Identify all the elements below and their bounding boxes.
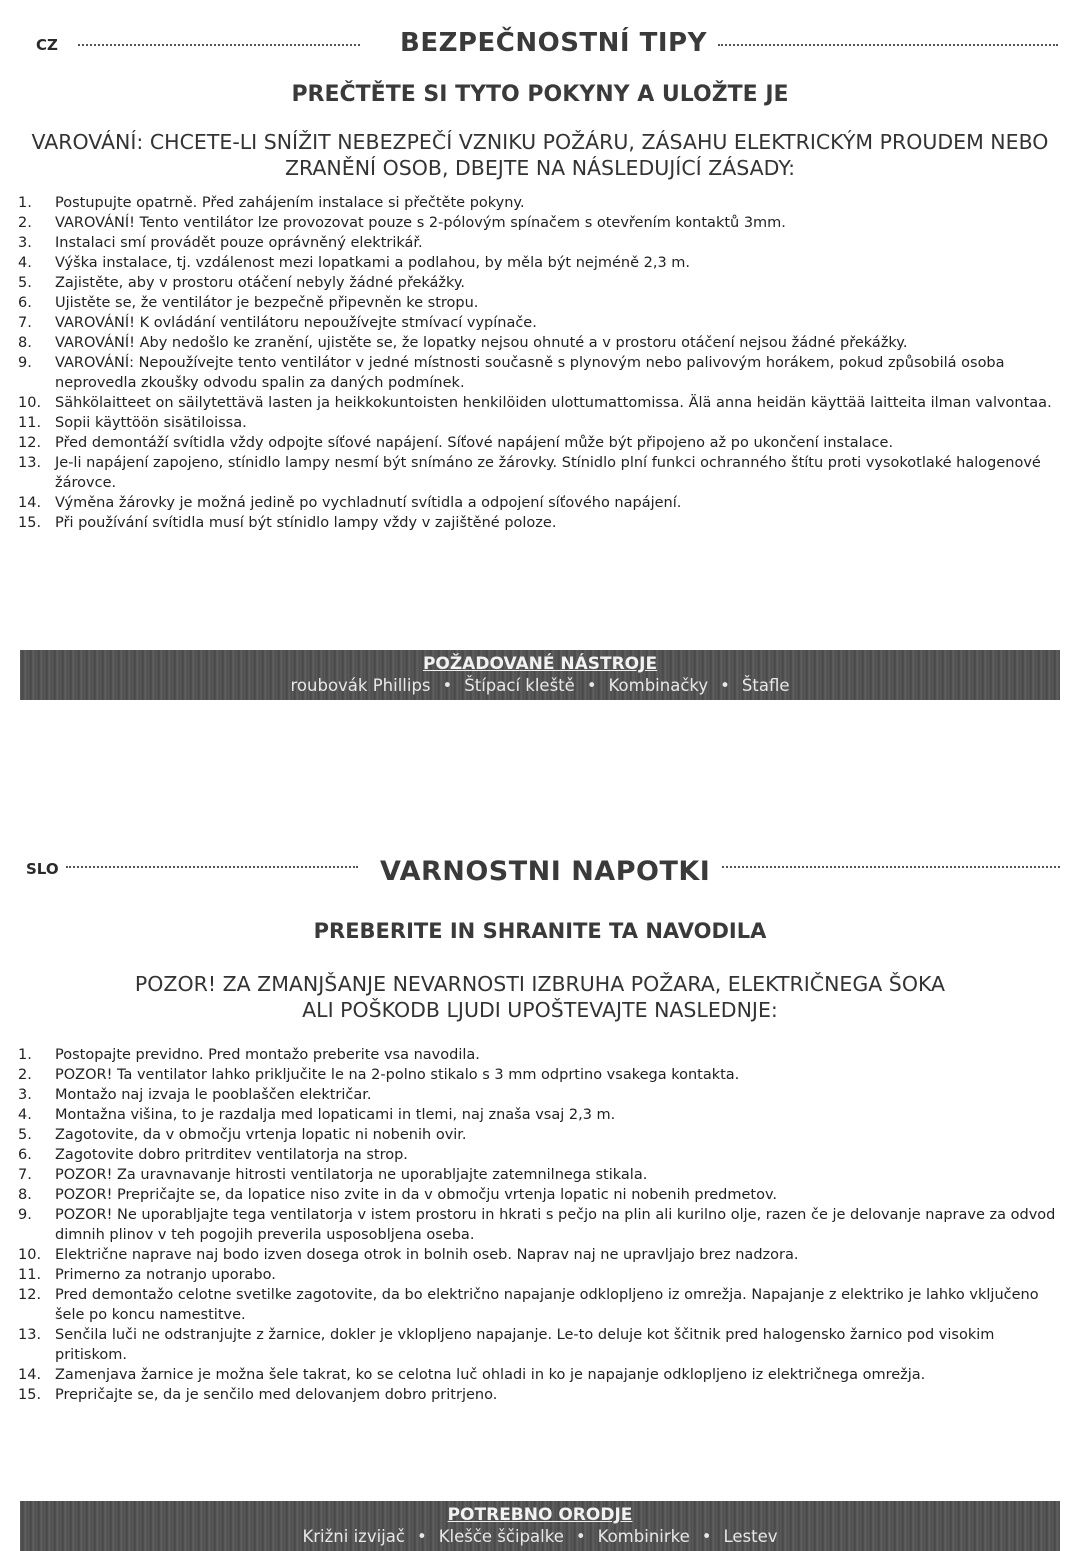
cz-required-tools-banner <box>20 650 1060 700</box>
cz-header <box>0 28 1080 68</box>
warning-line: POZOR! ZA ZMANJŠANJE NEVARNOSTI IZBRUHA POŽARA, ELEKTRIČNEGA ŠOKA <box>134 972 946 996</box>
list-item: 1. Postupujte opatrně. Před zahájením instalace si přečtěte pokyny. <box>18 195 525 211</box>
divider-dots <box>78 44 360 46</box>
cz-subtitle: PREČTĚTE SI TYTO POKYNY A ULOŽTE JE <box>291 82 789 107</box>
divider-dots <box>718 44 1058 46</box>
list-item: 11. Sopii käyttöön sisätiloissa. <box>18 415 247 431</box>
list-item: 8. POZOR! Prepričajte se, da lopatice niso zvite in da v območju vrtenja lopatic ni nobenih predmetov. <box>18 1187 778 1203</box>
tool-item: Lestev <box>723 1527 778 1546</box>
divider-dots <box>722 866 1060 868</box>
list-item: 12. Před demontáží svítidla vždy odpojte síťové napájení. Síťové napájení může být připojeno až po ukončení instalace. <box>18 435 894 451</box>
list-item: 15. Prepričajte se, da je senčilo med delovanjem dobro pritrjeno. <box>18 1387 498 1403</box>
bullet-separator: • <box>442 676 453 695</box>
tool-item: Kombinačky <box>608 676 709 695</box>
slo-header <box>0 852 1080 892</box>
bullet-separator: • <box>586 676 597 695</box>
tool-item: Štafle <box>741 676 790 695</box>
list-item: 13. Senčila luči ne odstranjujte z žarnice, dokler je vklopljeno napajanje. Le-to deluje kot ščitnik pred halogensko žarnico pod visokim pritiskom. <box>18 1327 995 1363</box>
list-item: 3. Instalaci smí provádět pouze oprávněný elektrikář. <box>18 235 423 251</box>
bullet-separator: • <box>416 1527 427 1546</box>
tool-item: roubovák Phillips <box>290 676 431 695</box>
bullet-separator: • <box>575 1527 586 1546</box>
list-item: 4. Montažna višina, to je razdalja med lopaticami in tlemi, naj znaša vsaj 2,3 m. <box>18 1107 616 1123</box>
slo-safety-list <box>0 1045 1060 1405</box>
list-item: 8. VAROVÁNÍ! Aby nedošlo ke zranění, ujistěte se, že lopatky nejsou ohnuté a v prostoru otáčení nejsou žádné překážky. <box>18 335 908 351</box>
list-item: 2. POZOR! Ta ventilator lahko priključite le na 2-polno stikalo s 3 mm odprtino vsakega kontakta. <box>18 1067 740 1083</box>
cz-section <box>0 28 1080 68</box>
list-item: 7. VAROVÁNÍ! K ovládání ventilátoru nepoužívejte stmívací vypínače. <box>18 315 537 331</box>
tools-title: POŽADOVANÉ NÁSTROJE <box>422 654 658 674</box>
list-item: 13. Je-li napájení zapojeno, stínidlo lampy nesmí být snímáno ze žárovky. Stínidlo plní funkci ochranného štítu proti vysokotlaké halogenové žárovce. <box>18 455 1041 491</box>
list-item: 6. Ujistěte se, že ventilátor je bezpečně připevněn ke stropu. <box>18 295 479 311</box>
warning-line: VAROVÁNÍ: CHCETE-LI SNÍŽIT NEBEZPEČÍ VZNIKU POŽÁRU, ZÁSAHU ELEKTRICKÝM PROUDEM NEBO <box>31 130 1049 154</box>
bullet-separator: • <box>720 676 730 695</box>
tools-list <box>20 1527 1060 1546</box>
slo-warning <box>0 972 1080 1023</box>
list-item: 14. Výměna žárovky je možná jedině po vychladnutí svítidla a odpojení síťového napájení. <box>18 495 682 511</box>
list-item: 5. Zajistěte, aby v prostoru otáčení nebyly žádné překážky. <box>18 275 466 291</box>
language-code: CZ <box>36 36 58 54</box>
cz-safety-list <box>0 193 1060 533</box>
list-item: 5. Zagotovite, da v območju vrtenja lopatic ni nobenih ovir. <box>18 1127 467 1143</box>
list-item: 6. Zagotovite dobro pritrditev ventilatorja na strop. <box>18 1147 408 1163</box>
tools-list <box>20 676 1060 695</box>
list-item: 10. Sähkölaitteet on säilytettävä lasten ja heikkokuntoisten henkilöiden ulottumattomissa. Älä anna heidän käyttää laitteita ilman valvontaa. <box>18 395 1052 411</box>
list-item: 9. VAROVÁNÍ: Nepoužívejte tento ventilátor v jedné místnosti současně s plynovým nebo palivovým horákem, pokud způsobilá osoba neprovedla zkoušky odvodu spalin za daných podmínek. <box>18 355 1005 391</box>
tools-title: POTREBNO ORODJE <box>447 1505 633 1525</box>
list-item: 4. Výška instalace, tj. vzdálenost mezi lopatkami a podlahou, by měla být nejméně 2,3 m. <box>18 255 691 271</box>
slo-required-tools-banner <box>20 1501 1060 1551</box>
list-item: 3. Montažo naj izvaja le pooblaščen električar. <box>18 1087 372 1103</box>
language-code: SLO <box>26 860 59 878</box>
list-item: 15. Při používání svítidla musí být stínidlo lampy vždy v zajištěné poloze. <box>18 515 557 531</box>
tool-item: Križni izvijač <box>302 1527 405 1546</box>
bullet-separator: • <box>701 1527 712 1546</box>
list-item: 10. Električne naprave naj bodo izven dosega otrok in bolnih oseb. Naprav naj ne upravljajo brez nadzora. <box>18 1247 799 1263</box>
list-item: 1. Postopajte previdno. Pred montažo preberite vsa navodila. <box>18 1047 480 1063</box>
slo-section <box>0 852 1080 892</box>
page-title: BEZPEČNOSTNÍ TIPY <box>400 28 707 58</box>
list-item: 12. Pred demontažo celotne svetilke zagotovite, da bo električno napajanje odklopljeno iz omrežja. Napajanje z elektriko je lahko vključeno šele po koncu namestitve. <box>18 1287 1039 1323</box>
list-item: 14. Zamenjava žarnice je možna šele takrat, ko se celotna luč ohladi in ko je napajanje odklopljeno iz električnega omrežja. <box>18 1367 926 1383</box>
list-item: 7. POZOR! Za uravnavanje hitrosti ventilatorja ne uporabljajte zatemnilnega stikala. <box>18 1167 648 1183</box>
list-item: 11. Primerno za notranjo uporabo. <box>18 1267 276 1283</box>
slo-subtitle: PREBERITE IN SHRANITE TA NAVODILA <box>313 919 767 943</box>
tool-item: Kombinirke <box>597 1527 690 1546</box>
tool-item: Štípací kleště <box>464 676 575 695</box>
warning-line: ALI POŠKODB LJUDI UPOŠTEVAJTE NASLEDNJE: <box>302 997 778 1022</box>
cz-warning <box>0 130 1080 181</box>
tool-item: Klešče ščipalke <box>438 1527 564 1546</box>
list-item: 2. VAROVÁNÍ! Tento ventilátor lze provozovat pouze s 2-pólovým spínačem s otevřením kontaktů 3mm. <box>18 215 786 231</box>
divider-dots <box>66 866 358 868</box>
page-title: VARNOSTNI NAPOTKI <box>380 856 711 887</box>
list-item: 9. POZOR! Ne uporabljajte tega ventilatorja v istem prostoru in hkrati s pečjo na plin ali kurilno olje, razen če je delovanje naprave za odvod dimnih plinov v teh pogojih preverila usposobljena oseba. <box>18 1207 1056 1243</box>
warning-line: ZRANĚNÍ OSOB, DBEJTE NA NÁSLEDUJÍCÍ ZÁSADY: <box>284 155 796 180</box>
